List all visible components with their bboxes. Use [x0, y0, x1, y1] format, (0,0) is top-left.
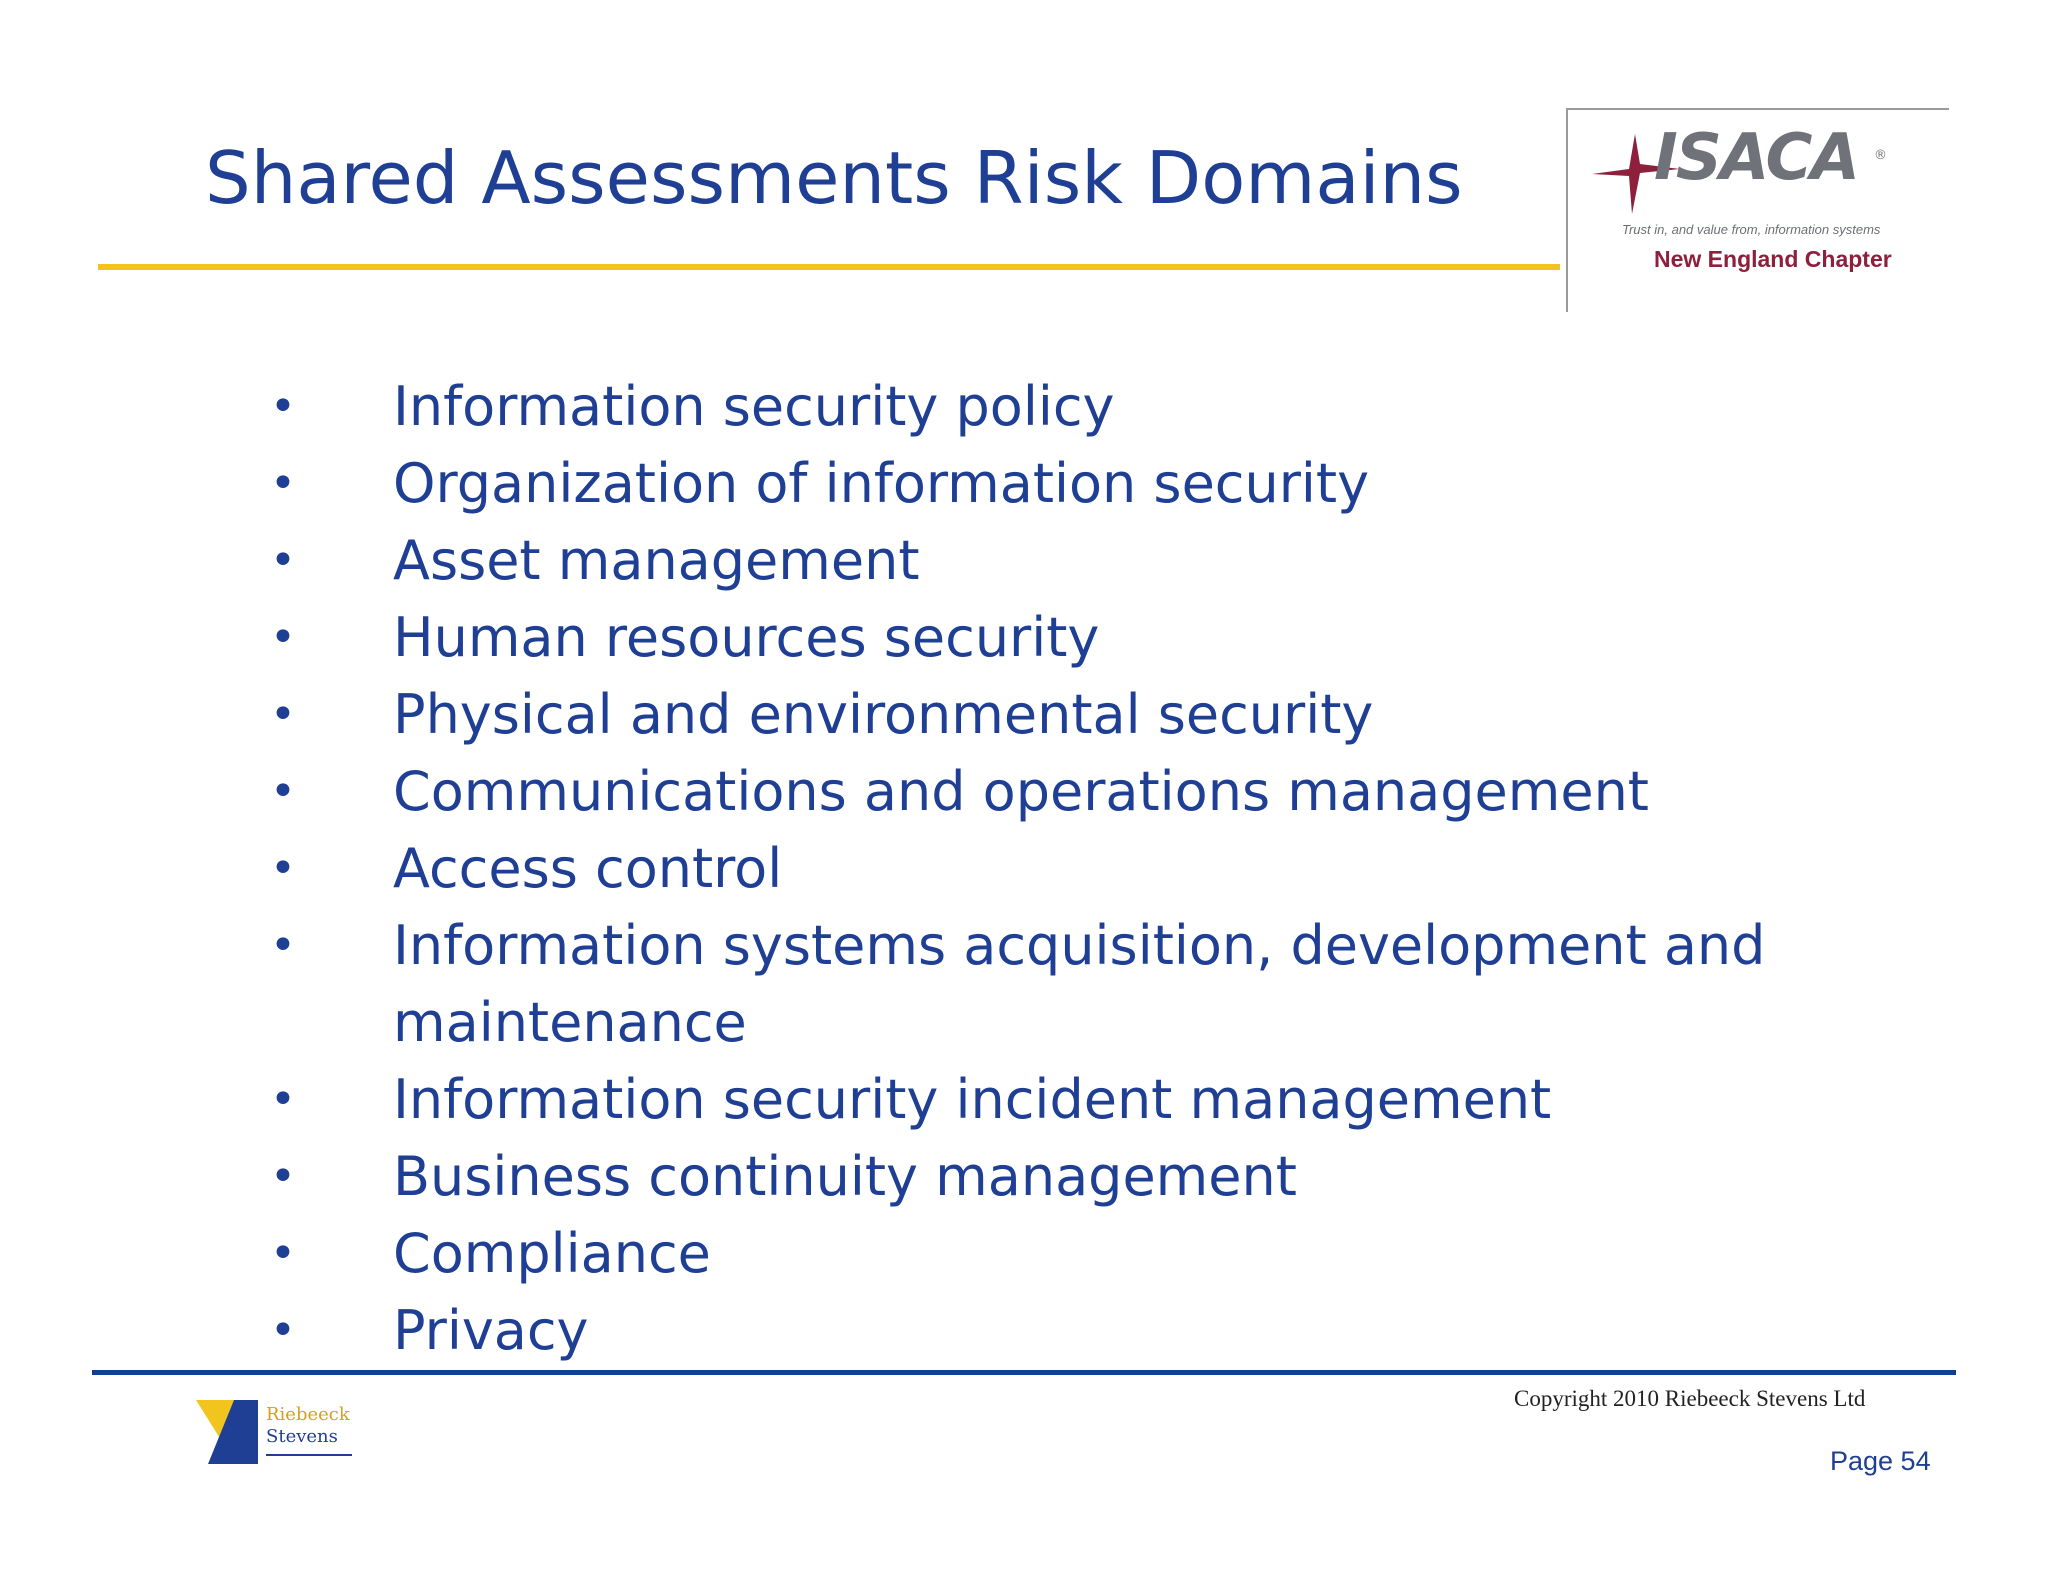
list-item-text: Business continuity management [393, 1145, 1297, 1208]
slide-title: Shared Assessments Risk Domains [205, 136, 1463, 220]
isaca-logo [1566, 108, 1949, 312]
registered-mark: ® [1874, 148, 1887, 163]
bullet-icon: • [270, 920, 296, 971]
title-rule [98, 264, 1560, 270]
bullet-icon: • [270, 1228, 296, 1279]
bullet-icon: • [270, 1151, 296, 1202]
bullet-icon: • [270, 612, 296, 663]
bullet-icon: • [270, 458, 296, 509]
list-item [270, 1061, 1853, 1138]
risk-domain-list [270, 368, 1853, 1369]
list-item [270, 522, 1853, 599]
list-item [270, 445, 1853, 522]
list-item-text: Information security incident management [393, 1068, 1552, 1131]
bullet-icon: • [270, 1074, 296, 1125]
list-item [270, 753, 1853, 830]
isaca-wordmark: ISACA [1654, 121, 1858, 195]
riebeeck-name-line2: Stevens [266, 1426, 338, 1447]
list-item [270, 1138, 1853, 1215]
riebeeck-name-line1: Riebeeck [266, 1404, 350, 1425]
bullet-icon: • [270, 381, 296, 432]
list-item-text [393, 907, 1853, 1061]
list-item-text: Privacy [393, 1299, 589, 1362]
list-item [270, 368, 1853, 445]
bullet-icon: • [270, 843, 296, 894]
list-item-text: Compliance [393, 1222, 711, 1285]
list-item-text: Communications and operations management [393, 760, 1649, 823]
riebeeck-underline [266, 1454, 352, 1456]
riebeeck-wordmark [266, 1404, 350, 1448]
list-item [270, 1292, 1853, 1369]
bullet-icon: • [270, 1305, 296, 1356]
list-item-text: Organization of information security [393, 452, 1370, 515]
bullet-icon: • [270, 766, 296, 817]
footer-rule [92, 1370, 1956, 1375]
list-item [270, 1215, 1853, 1292]
bullet-icon: • [270, 535, 296, 586]
list-item-text: Asset management [393, 529, 920, 592]
list-item [270, 907, 1853, 1061]
list-item-text: Human resources security [393, 606, 1100, 669]
page-number: Page 54 [1830, 1446, 1931, 1476]
bullet-icon: • [270, 689, 296, 740]
riebeeck-stevens-logo [196, 1400, 362, 1464]
list-item-text-line: Information systems acquisition, development and [393, 914, 1766, 977]
list-item-text-line: maintenance [393, 991, 747, 1054]
riebeeck-mark-icon [196, 1400, 258, 1464]
list-item-text: Physical and environmental security [393, 683, 1374, 746]
list-item [270, 830, 1853, 907]
copyright-notice: Copyright 2010 Riebeeck Stevens Ltd [1514, 1386, 1866, 1411]
list-item-text: Information security policy [393, 375, 1115, 438]
list-item [270, 599, 1853, 676]
isaca-tagline: Trust in, and value from, information systems [1622, 222, 1881, 237]
list-item-text: Access control [393, 837, 783, 900]
list-item [270, 676, 1853, 753]
isaca-chapter-name: New England Chapter [1654, 246, 1892, 272]
